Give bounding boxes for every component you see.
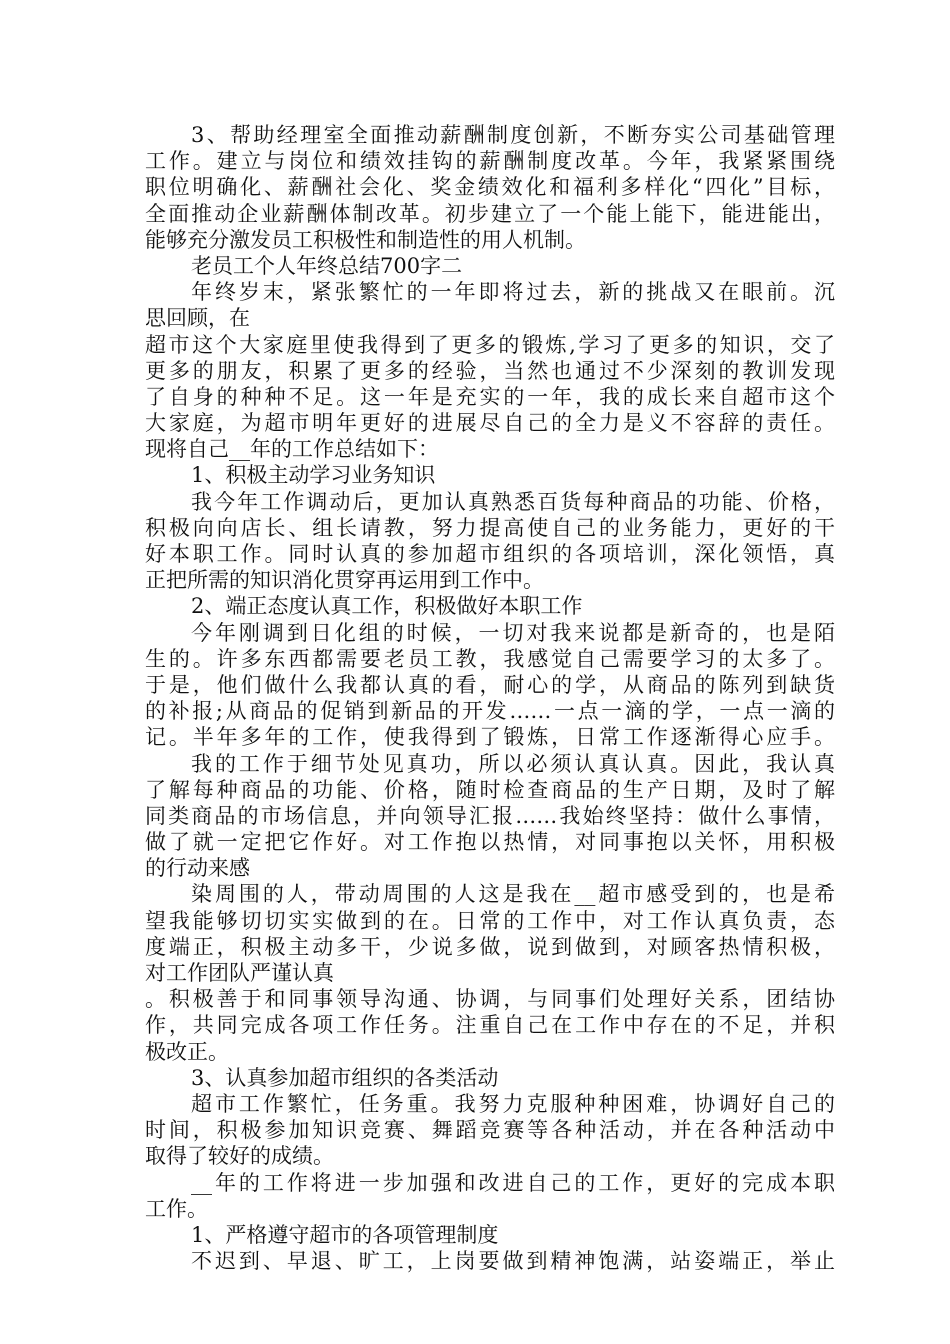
- text-line: 。积极善于和同事领导沟通、协调，与同事们处理好关系，团结协: [145, 987, 835, 1012]
- text-line: 工作。建立与岗位和绩效挂钩的薪酬制度改革。今年，我紧紧围绕: [145, 149, 835, 174]
- text-line: 了自身的种种不足。这一年是充实的一年，我的成长来自超市这个: [145, 384, 835, 409]
- text-line: 记。半年多年的工作，使我得到了锻炼，日常工作逐渐得心应手。: [145, 725, 835, 750]
- text-line: 望我能够切切实实做到的在。日常的工作中，对工作认真负责，态: [145, 908, 835, 933]
- text-line: 染周围的人，带动周围的人这是我在__超市感受到的，也是希: [191, 882, 835, 907]
- text-line: 于是，他们做什么我都认真的看，耐心的学，从商品的陈列到缺货: [145, 672, 835, 697]
- text-line: 积极向向店长、组长请教，努力提高使自己的业务能力，更好的干: [145, 515, 835, 540]
- text-line: 思回顾，在: [145, 306, 250, 331]
- text-line: 大家庭，为超市明年更好的进展尽自己的全力是义不容辞的责任。: [145, 411, 835, 436]
- text-line: 1、积极主动学习业务知识: [191, 463, 436, 488]
- text-line: 现将自己__年的工作总结如下：: [145, 437, 439, 462]
- text-line: 同类商品的市场信息，并向领导汇报……我始终坚持：做什么事情，: [145, 803, 835, 828]
- text-line: 好本职工作。同时认真的参加超市组织的各项培训，深化领悟，真: [145, 542, 835, 566]
- text-line: 了解每种商品的功能、价格，随时检查商品的生产日期，及时了解: [145, 777, 835, 802]
- text-line: 极改正。: [145, 1039, 229, 1064]
- text-line: 对工作团队严谨认真: [145, 961, 334, 985]
- text-line: 时间，积极参加知识竞赛、舞蹈竞赛等各种活动，并在各种活动中: [145, 1118, 835, 1143]
- text-line: 能够充分激发员工积极性和制造性的用人机制。: [145, 227, 586, 252]
- text-line: 职位明确化、薪酬社会化、奖金绩效化和福利多样化“四化”目标，: [145, 175, 835, 200]
- text-line: 的行动来感: [145, 856, 250, 881]
- text-line: 3、认真参加超市组织的各类活动: [191, 1065, 499, 1090]
- text-line: __年的工作将进一步加强和改进自己的工作，更好的完成本职: [191, 1170, 835, 1195]
- text-line: 2、端正态度认真工作，积极做好本职工作: [191, 594, 583, 619]
- text-line: 工作。: [145, 1196, 208, 1221]
- text-line: 作，共同完成各项工作任务。注重自己在工作中存在的不足，并积: [145, 1013, 835, 1038]
- text-line: 不迟到、早退、旷工，上岗要做到精神饱满，站姿端正，举止: [191, 1249, 835, 1274]
- text-line: 今年刚调到日化组的时候，一切对我来说都是新奇的，也是陌: [191, 620, 835, 645]
- text-line: 超市这个大家庭里使我得到了更多的锻炼,学习了更多的知识，交了: [145, 332, 835, 357]
- text-line: 度端正，积极主动多干，少说多做，说到做到，对顾客热情积极，: [145, 934, 835, 959]
- text-line: 超市工作繁忙，任务重。我努力克服种种困难，协调好自己的: [191, 1091, 835, 1116]
- text-line: 的补报;从商品的促销到新品的开发……一点一滴的学，一点一滴的: [145, 699, 835, 724]
- text-line: 生的。许多东西都需要老员工教，我感觉自己需要学习的太多了。: [145, 646, 835, 671]
- text-line: 更多的朋友，积累了更多的经验，当然也通过不少深刻的教训发现: [145, 358, 835, 383]
- text-line: 年终岁末，紧张繁忙的一年即将过去，新的挑战又在眼前。沉: [191, 280, 835, 305]
- text-line: 取得了较好的成绩。: [145, 1144, 334, 1169]
- text-line: 正把所需的知识消化贯穿再运用到工作中。: [145, 568, 544, 593]
- document-body: [145, 122, 835, 1274]
- text-line: 我今年工作调动后，更加认真熟悉百货每种商品的功能、价格，: [191, 489, 835, 514]
- text-line: 我的工作于细节处见真功，所以必须认真认真。因此，我认真: [191, 751, 835, 776]
- text-line: 全面推动企业薪酬体制改革。初步建立了一个能上能下，能进能出，: [145, 201, 835, 226]
- text-line: 3、帮助经理室全面推动薪酬制度创新，不断夯实公司基础管理: [191, 123, 835, 147]
- text-line: 老员工个人年终总结700字二: [191, 253, 463, 278]
- text-line: 1、严格遵守超市的各项管理制度: [191, 1222, 499, 1247]
- text-line: 做了就一定把它作好。对工作抱以热情，对同事抱以关怀，用积极: [145, 830, 835, 855]
